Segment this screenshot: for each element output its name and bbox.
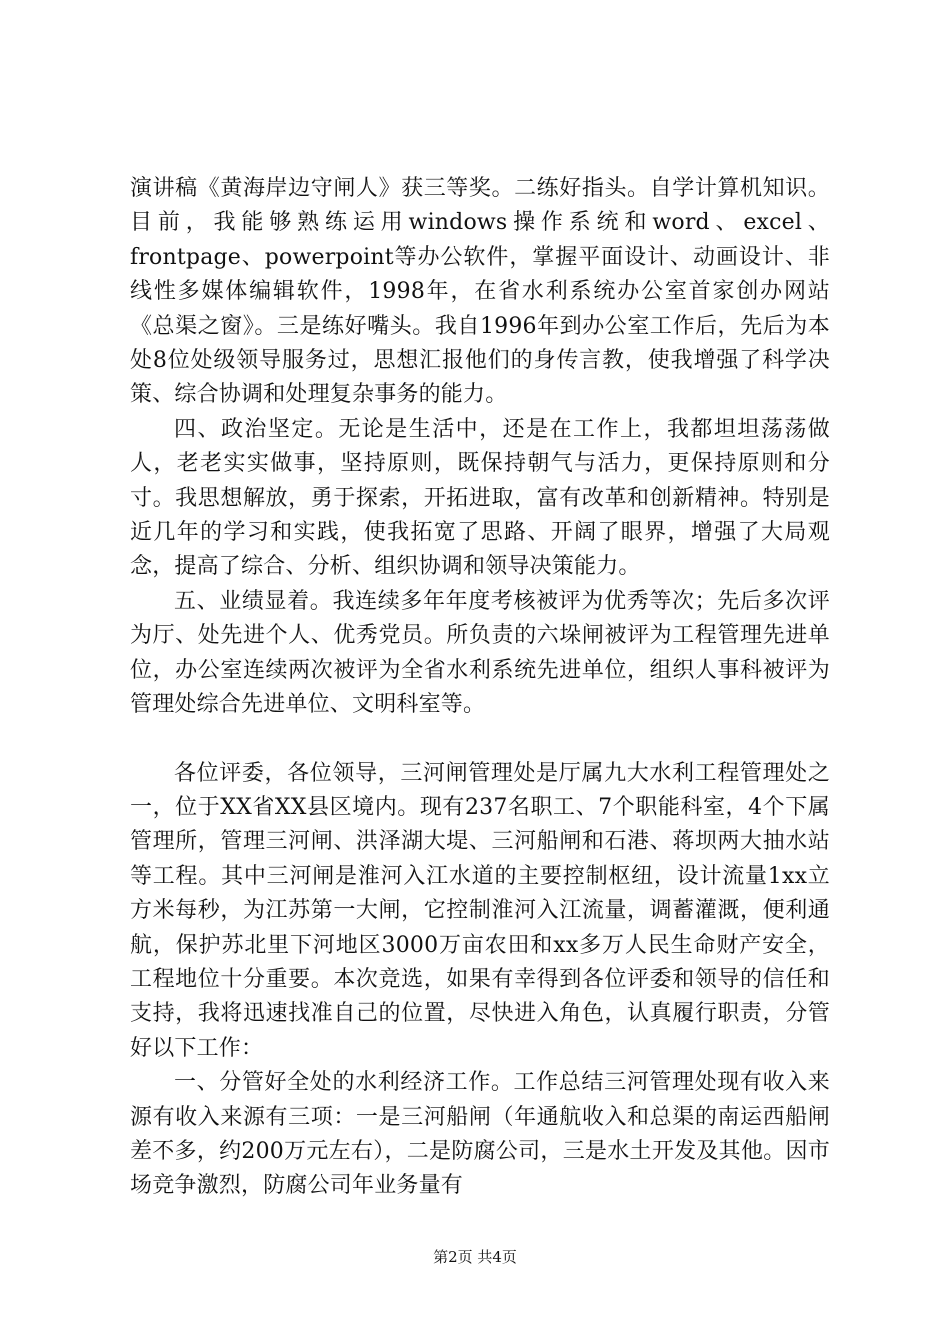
page-number-footer: 第2页 共4页 [433,1248,517,1266]
document-body [130,172,830,1204]
paragraph-political: 四、政治坚定。无论是生活中，还是在工作上，我都坦坦荡荡做人，老老实实做事，坚持原则，既保持朝气与活力，更保持原则和分寸。我思想解放，勇于探索，开拓进取，富有改革和创新精神。特别是近几年的学习和实践，使我拓宽了思路、开阔了眼界，增强了大局观念，提高了综合、分析、组织协调和领导决策能力。 [130,416,830,580]
paragraph-achievements: 五、业绩显着。我连续多年年度考核被评为优秀等次；先后多次评为厅、处先进个人、优秀党员。所负责的六垛闸被评为工程管理先进单位，办公室连续两次被评为全省水利系统先进单位，组织人事科被评为管理处综合先进单位、文明科室等。 [130,588,830,718]
paragraph-continuation: 演讲稿《黄海岸边守闸人》获三等奖。二练好指头。自学计算机知识。目前，我能够熟练运用windows操作系统和word、excel、frontpage、powerpoint等办公软件，掌握平面设计、动画设计、非线性多媒体编辑软件，1998年，在省水利系统办公室首家创办网站《总渠之窗》。三是练好嘴头。我自1996年到办公室工作后，先后为本处8位处级领导服务过，思想汇报他们的身传言教，使我增强了科学决策、综合协调和处理复杂事务的能力。 [130,176,830,408]
paragraph-introduction: 各位评委，各位领导，三河闸管理处是厅属九大水利工程管理处之一，位于XX省XX县区境内。现有237名职工、7个职能科室，4个下属管理所，管理三河闸、洪泽湖大堤、三河船闸和石港、蒋坝两大抽水站等工程。其中三河闸是淮河入江水道的主要控制枢纽，设计流量1xx立方米每秒，为江苏第一大闸，它控制淮河入江流量，调蓄灌溉，便利通航，保护苏北里下河地区3000万亩农田和xx多万人民生命财产安全，工程地位十分重要。本次竞选，如果有幸得到各位评委和领导的信任和支持，我将迅速找准自己的位置，尽快进入角色，认真履行职责，分管好以下工作： [130,760,830,1061]
paragraph-economic-work: 一、分管好全处的水利经济工作。工作总结三河管理处现有收入来源有收入来源有三项：一是三河船闸（年通航收入和总渠的南运西船闸差不多，约200万元左右），二是防腐公司，三是水土开发及其他。因市场竞争激烈，防腐公司年业务量有 [130,1070,830,1199]
